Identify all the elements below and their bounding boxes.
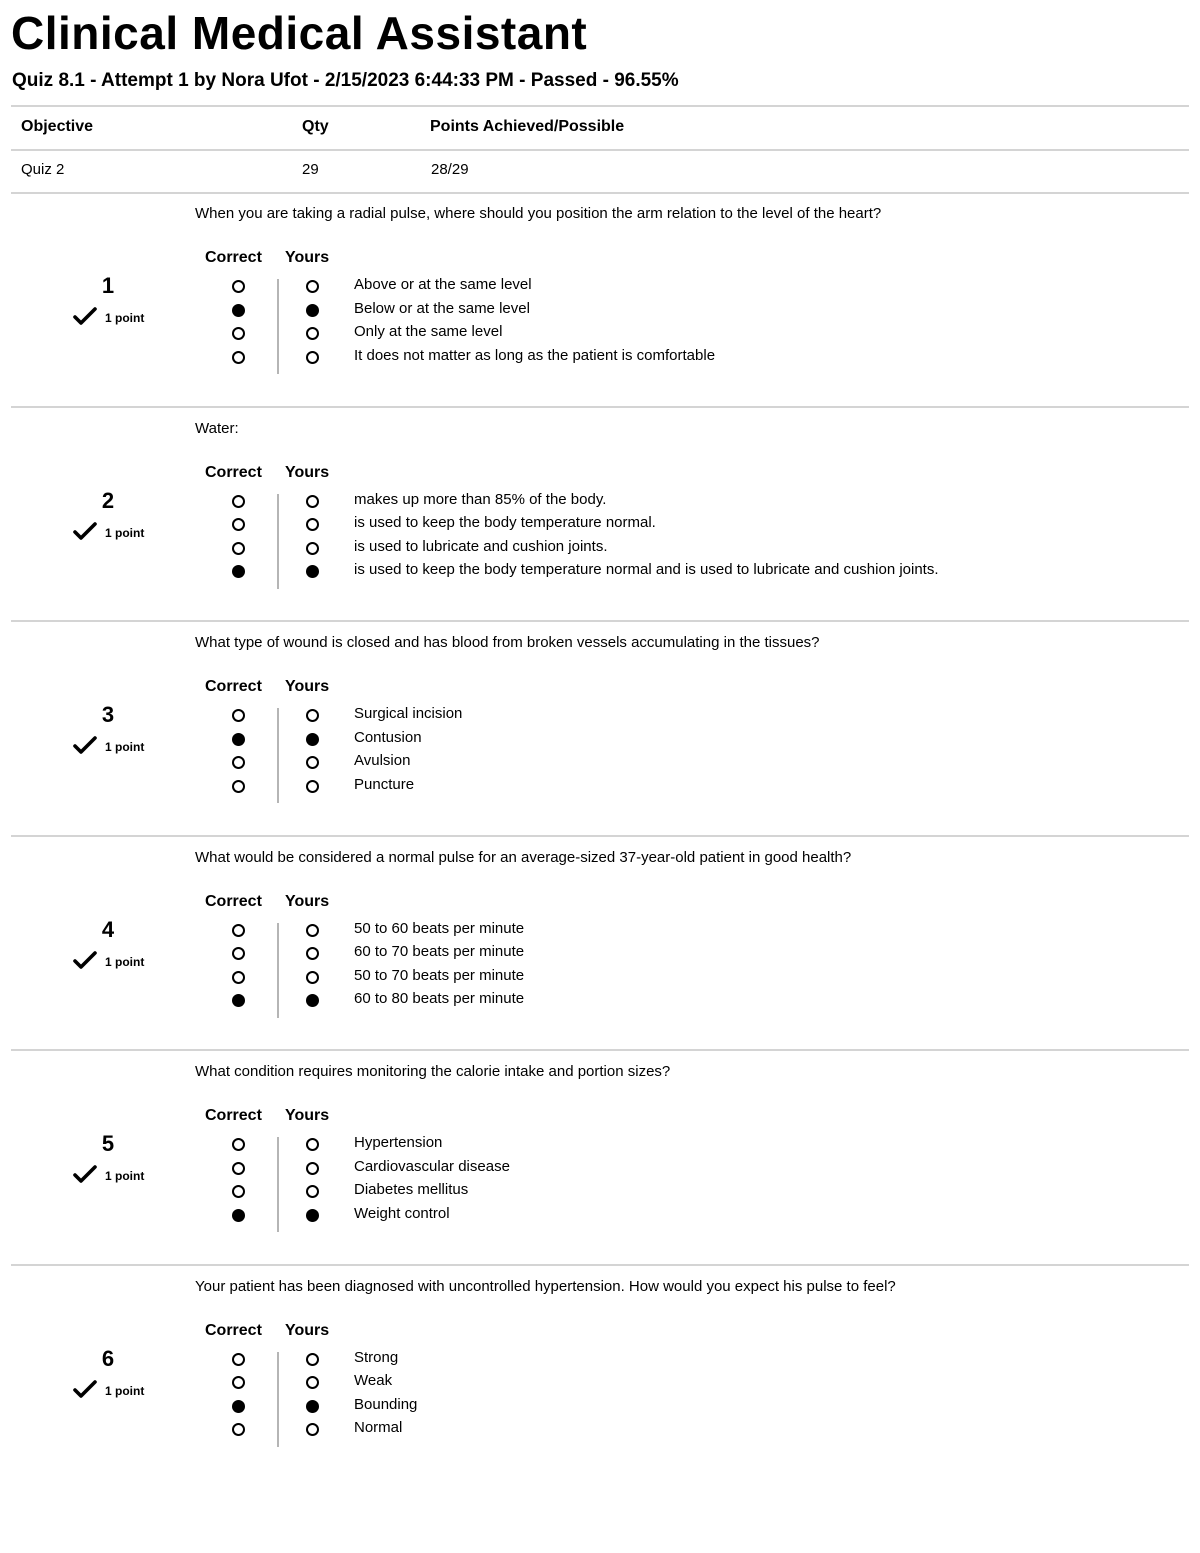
question-block <box>0 622 1200 836</box>
correct-radio-empty <box>232 1138 245 1151</box>
correct-radio-selected <box>232 733 245 746</box>
correct-radio-empty <box>232 351 245 364</box>
yours-radio-empty <box>306 518 319 531</box>
answer-option-text: is used to lubricate and cushion joints. <box>354 537 608 555</box>
correct-radio-empty <box>232 971 245 984</box>
correct-radio-empty <box>232 1162 245 1175</box>
yours-radio-empty <box>306 351 319 364</box>
answer-option-text: Weak <box>354 1372 393 1389</box>
answer-option-text: Weight control <box>354 1204 450 1222</box>
answer-option <box>0 775 1200 798</box>
yours-radio-empty <box>306 1138 319 1151</box>
yours-radio-empty <box>306 1423 319 1436</box>
answer-option-text: 50 to 60 beats per minute <box>354 919 525 937</box>
question-block <box>0 1051 1200 1265</box>
yours-radio-empty <box>306 1162 319 1175</box>
answer-option <box>0 537 1200 560</box>
summary-header-qty: Qty <box>302 118 329 135</box>
correct-radio-empty <box>232 495 245 508</box>
question-text: What type of wound is closed and has blood from broken vessels accumulating in the tissues? <box>195 634 820 651</box>
yours-radio-empty <box>306 947 319 960</box>
question-text: What condition requires monitoring the calorie intake and portion sizes? <box>195 1063 671 1080</box>
yours-radio-empty <box>306 971 319 984</box>
yours-radio-empty <box>306 495 319 508</box>
question-number: 3 <box>101 702 115 727</box>
question-points: 1 point <box>105 740 145 754</box>
yours-column-header: Yours <box>285 463 330 481</box>
answer-option <box>0 989 1200 1012</box>
summary-qty-value: 29 <box>302 161 319 178</box>
correct-radio-empty <box>232 280 245 293</box>
answer-option <box>0 1395 1200 1418</box>
yours-column-header: Yours <box>285 249 330 266</box>
answer-option <box>0 728 1200 751</box>
correct-radio-empty <box>232 1353 245 1366</box>
yours-radio-empty <box>306 1376 319 1389</box>
yours-radio-empty <box>306 1185 319 1198</box>
answer-option-text: Diabetes mellitus <box>354 1181 469 1198</box>
answer-option <box>0 1180 1200 1203</box>
answer-option-text: Avulsion <box>354 752 411 769</box>
answer-option-text: is used to keep the body temperature normal and is used to lubricate and cushion joints. <box>354 561 939 578</box>
answer-option <box>0 1157 1200 1180</box>
yours-radio-selected <box>306 565 319 578</box>
question-text: Water: <box>195 419 239 437</box>
question-block <box>0 837 1200 1051</box>
answer-option <box>0 513 1200 536</box>
yours-column-header: Yours <box>285 892 330 910</box>
yours-radio-empty <box>306 280 319 293</box>
yours-radio-selected <box>306 304 319 317</box>
yours-radio-selected <box>306 1400 319 1413</box>
answer-option <box>0 1418 1200 1441</box>
correct-column-header: Correct <box>205 463 262 481</box>
answer-option-text: 60 to 80 beats per minute <box>354 990 525 1007</box>
correct-radio-selected <box>232 994 245 1007</box>
answer-option-text: Cardiovascular disease <box>354 1157 510 1175</box>
yours-radio-empty <box>306 709 319 722</box>
yours-radio-empty <box>306 327 319 340</box>
answer-option-text: Below or at the same level <box>354 299 530 317</box>
answer-option <box>0 704 1200 727</box>
answer-option-text: 60 to 70 beats per minute <box>354 943 525 960</box>
correct-radio-empty <box>232 518 245 531</box>
correct-radio-selected <box>232 565 245 578</box>
correct-column-header: Correct <box>205 1107 262 1124</box>
correct-radio-empty <box>232 709 245 722</box>
question-points: 1 point <box>105 525 145 540</box>
yours-radio-selected <box>306 1209 319 1222</box>
yours-radio-empty <box>306 924 319 937</box>
summary-points-value: 28/29 <box>431 161 469 178</box>
answer-option <box>0 1204 1200 1227</box>
question-points: 1 point <box>105 1169 145 1183</box>
question-text: What would be considered a normal pulse for an average-sized 37-year-old patient in good health? <box>195 848 852 866</box>
answer-option <box>0 299 1200 322</box>
correct-radio-selected <box>232 1209 245 1222</box>
question-number: 5 <box>101 1131 115 1156</box>
correct-radio-empty <box>232 756 245 769</box>
answer-option-text: 50 to 70 beats per minute <box>354 966 525 984</box>
yours-radio-empty <box>306 780 319 793</box>
answer-option <box>0 1371 1200 1394</box>
question-text: Your patient has been diagnosed with uncontrolled hypertension. How would you expect his pulse to feel? <box>195 1277 896 1295</box>
summary-header-points: Points Achieved/Possible <box>430 118 625 135</box>
correct-radio-empty <box>232 924 245 937</box>
correct-column-header: Correct <box>205 1321 262 1339</box>
yours-radio-empty <box>306 756 319 769</box>
summary-header-rule <box>11 149 1189 151</box>
yours-column-header: Yours <box>285 1321 330 1339</box>
answer-option <box>0 916 1200 942</box>
correct-radio-empty <box>232 542 245 555</box>
answer-option-text: Surgical incision <box>354 705 463 722</box>
answer-option-text: Hypertension <box>354 1134 443 1151</box>
answer-option-text: Only at the same level <box>354 323 503 340</box>
document-subtitle: Quiz 8.1 - Attempt 1 by Nora Ufot - 2/15/2023 6:44:33 PM - Passed - 96.55% <box>12 70 679 91</box>
answer-option-text: Strong <box>354 1348 399 1366</box>
correct-radio-empty <box>232 947 245 960</box>
summary-top-rule <box>11 105 1189 107</box>
answer-option <box>0 966 1200 989</box>
answer-option-text: is used to keep the body temperature normal. <box>354 514 656 531</box>
question-points: 1 point <box>105 1383 145 1398</box>
answer-option-text: Contusion <box>354 728 422 746</box>
correct-radio-selected <box>232 1400 245 1413</box>
answer-option <box>0 346 1200 369</box>
answer-option <box>0 487 1200 513</box>
correct-column-header: Correct <box>205 678 262 695</box>
question-block <box>0 408 1200 622</box>
question-points: 1 point <box>105 954 145 969</box>
yours-column-header: Yours <box>285 1107 330 1124</box>
answer-option-text: makes up more than 85% of the body. <box>354 490 607 508</box>
answer-option-text: It does not matter as long as the patient is comfortable <box>354 346 716 364</box>
answer-option <box>0 751 1200 774</box>
answer-option <box>0 1133 1200 1156</box>
answer-option <box>0 942 1200 965</box>
yours-radio-empty <box>306 1353 319 1366</box>
document-title: Clinical Medical Assistant <box>11 7 588 59</box>
correct-column-header: Correct <box>205 892 262 910</box>
question-block <box>0 1266 1200 1480</box>
answer-option <box>0 1345 1200 1371</box>
correct-radio-empty <box>232 1376 245 1389</box>
correct-radio-empty <box>232 1423 245 1436</box>
summary-header-objective: Objective <box>21 118 94 135</box>
answer-option-text: Above or at the same level <box>354 276 532 293</box>
yours-radio-selected <box>306 994 319 1007</box>
question-number: 1 <box>101 273 115 298</box>
question-number: 6 <box>101 1345 115 1371</box>
answer-option-text: Normal <box>354 1419 403 1436</box>
question-text: When you are taking a radial pulse, where should you position the arm relation to the level of the heart? <box>195 205 882 222</box>
summary-objective-value: Quiz 2 <box>21 161 65 178</box>
correct-column-header: Correct <box>205 249 262 266</box>
correct-radio-empty <box>232 1185 245 1198</box>
yours-radio-empty <box>306 542 319 555</box>
answer-option-text: Puncture <box>354 775 415 793</box>
yours-radio-selected <box>306 733 319 746</box>
question-block <box>0 193 1200 407</box>
question-number: 2 <box>101 487 115 513</box>
question-number: 4 <box>101 916 115 942</box>
answer-option <box>0 275 1200 298</box>
correct-radio-selected <box>232 304 245 317</box>
correct-radio-empty <box>232 327 245 340</box>
question-points: 1 point <box>105 311 145 325</box>
answer-option <box>0 322 1200 345</box>
yours-column-header: Yours <box>285 678 330 695</box>
answer-option-text: Bounding <box>354 1395 418 1413</box>
answer-option <box>0 560 1200 583</box>
correct-radio-empty <box>232 780 245 793</box>
